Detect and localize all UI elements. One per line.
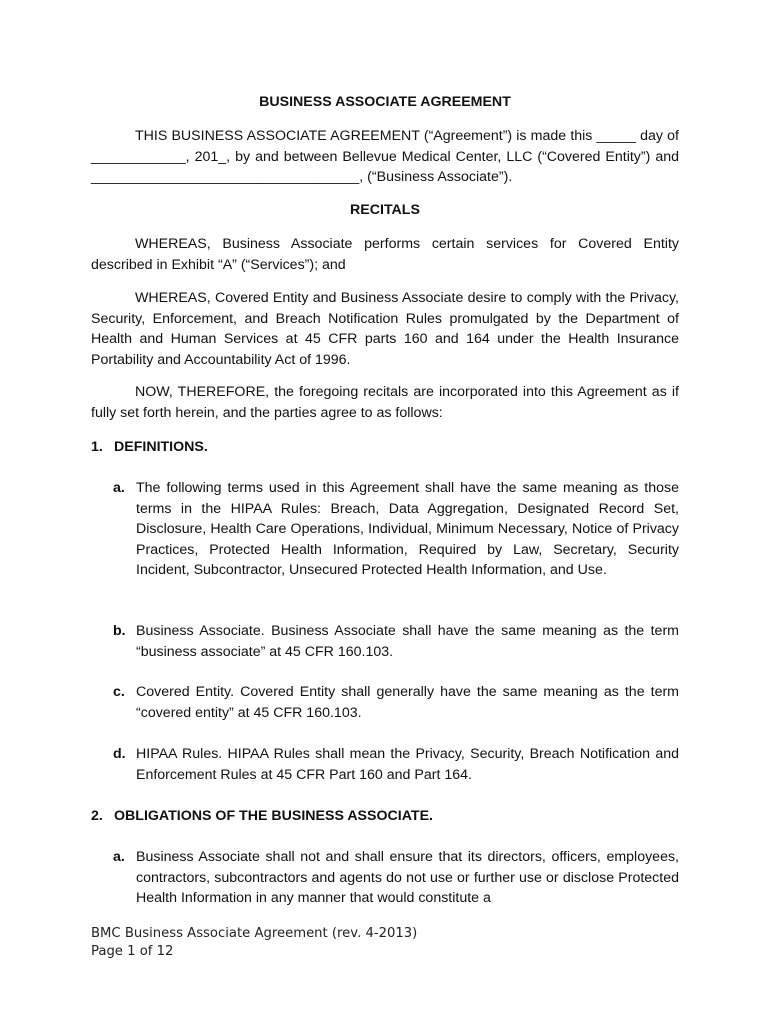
item-letter: a. (113, 480, 125, 496)
section-1-heading (91, 437, 679, 458)
section-2-heading (91, 806, 679, 827)
intro-text: THIS BUSINESS ASSOCIATE AGREEMENT (“Agreement”) is made this _____ day of ____________, 201_, by and between Bellevue Medical Center, LLC (“Covered Entity”) and __________________________________, (“Business Associate”). (91, 128, 679, 186)
intro-paragraph (91, 126, 679, 188)
definition-item-c (113, 682, 679, 723)
item-letter: a. (113, 849, 125, 865)
whereas-1-text: WHEREAS, Business Associate performs certain services for Covered Entity described in Exhibit “A” (“Services”); and (91, 236, 679, 273)
page-footer (91, 925, 417, 961)
whereas-paragraph-1 (91, 234, 679, 275)
definition-item-a (113, 478, 679, 581)
footer-page-number: Page 1 of 12 (91, 944, 174, 959)
item-text: The following terms used in this Agreement shall have the same meaning as those terms in the HIPAA Rules: Breach, Data Aggregation, Designated Record Set, Disclosure, Health Care Operations, Individual, Minimum Necessary, Notice of Privacy Practices, Protected Health Information, Required by Law, Secretary, Security Incident, Subcontractor, Unsecured Protected Health Information, and Use. (136, 480, 679, 579)
document-title: BUSINESS ASSOCIATE AGREEMENT (259, 94, 511, 110)
obligation-item-a (113, 847, 679, 909)
section-2-title: OBLIGATIONS OF THE BUSINESS ASSOCIATE. (114, 808, 433, 824)
now-therefore-text: NOW, THEREFORE, the foregoing recitals are incorporated into this Agreement as if fully set forth herein, and the parties agree to as follows: (91, 384, 679, 421)
item-letter: b. (113, 623, 126, 639)
now-therefore-paragraph (91, 382, 679, 423)
item-letter: c. (113, 684, 125, 700)
definition-item-d (113, 744, 679, 785)
recitals-heading: RECITALS (350, 202, 420, 218)
item-text: Business Associate. Business Associate shall have the same meaning as the term “business associate” at 45 CFR 160.103. (136, 623, 679, 660)
whereas-paragraph-2 (91, 288, 679, 370)
footer-document-name: BMC Business Associate Agreement (rev. 4-2013) (91, 926, 418, 941)
item-text: HIPAA Rules. HIPAA Rules shall mean the Privacy, Security, Breach Notification and Enforcement Rules at 45 CFR Part 160 and Part 164. (136, 746, 679, 783)
item-letter: d. (113, 746, 126, 762)
definition-item-b (113, 621, 679, 662)
section-1-number: 1. (91, 439, 103, 455)
item-text: Covered Entity. Covered Entity shall generally have the same meaning as the term “covered entity” at 45 CFR 160.103. (136, 684, 679, 721)
item-text: Business Associate shall not and shall ensure that its directors, officers, employees, contractors, subcontractors and agents do not use or further use or disclose Protected Health Information in any manner that would constitute a (136, 849, 679, 907)
section-2-number: 2. (91, 808, 103, 824)
whereas-2-text: WHEREAS, Covered Entity and Business Associate desire to comply with the Privacy, Security, Enforcement, and Breach Notification Rules promulgated by the Department of Health and Human Services at 45 CFR parts 160 and 164 under the Health Insurance Portability and Accountability Act of 1996. (91, 290, 679, 368)
section-1-title: DEFINITIONS. (114, 439, 208, 455)
